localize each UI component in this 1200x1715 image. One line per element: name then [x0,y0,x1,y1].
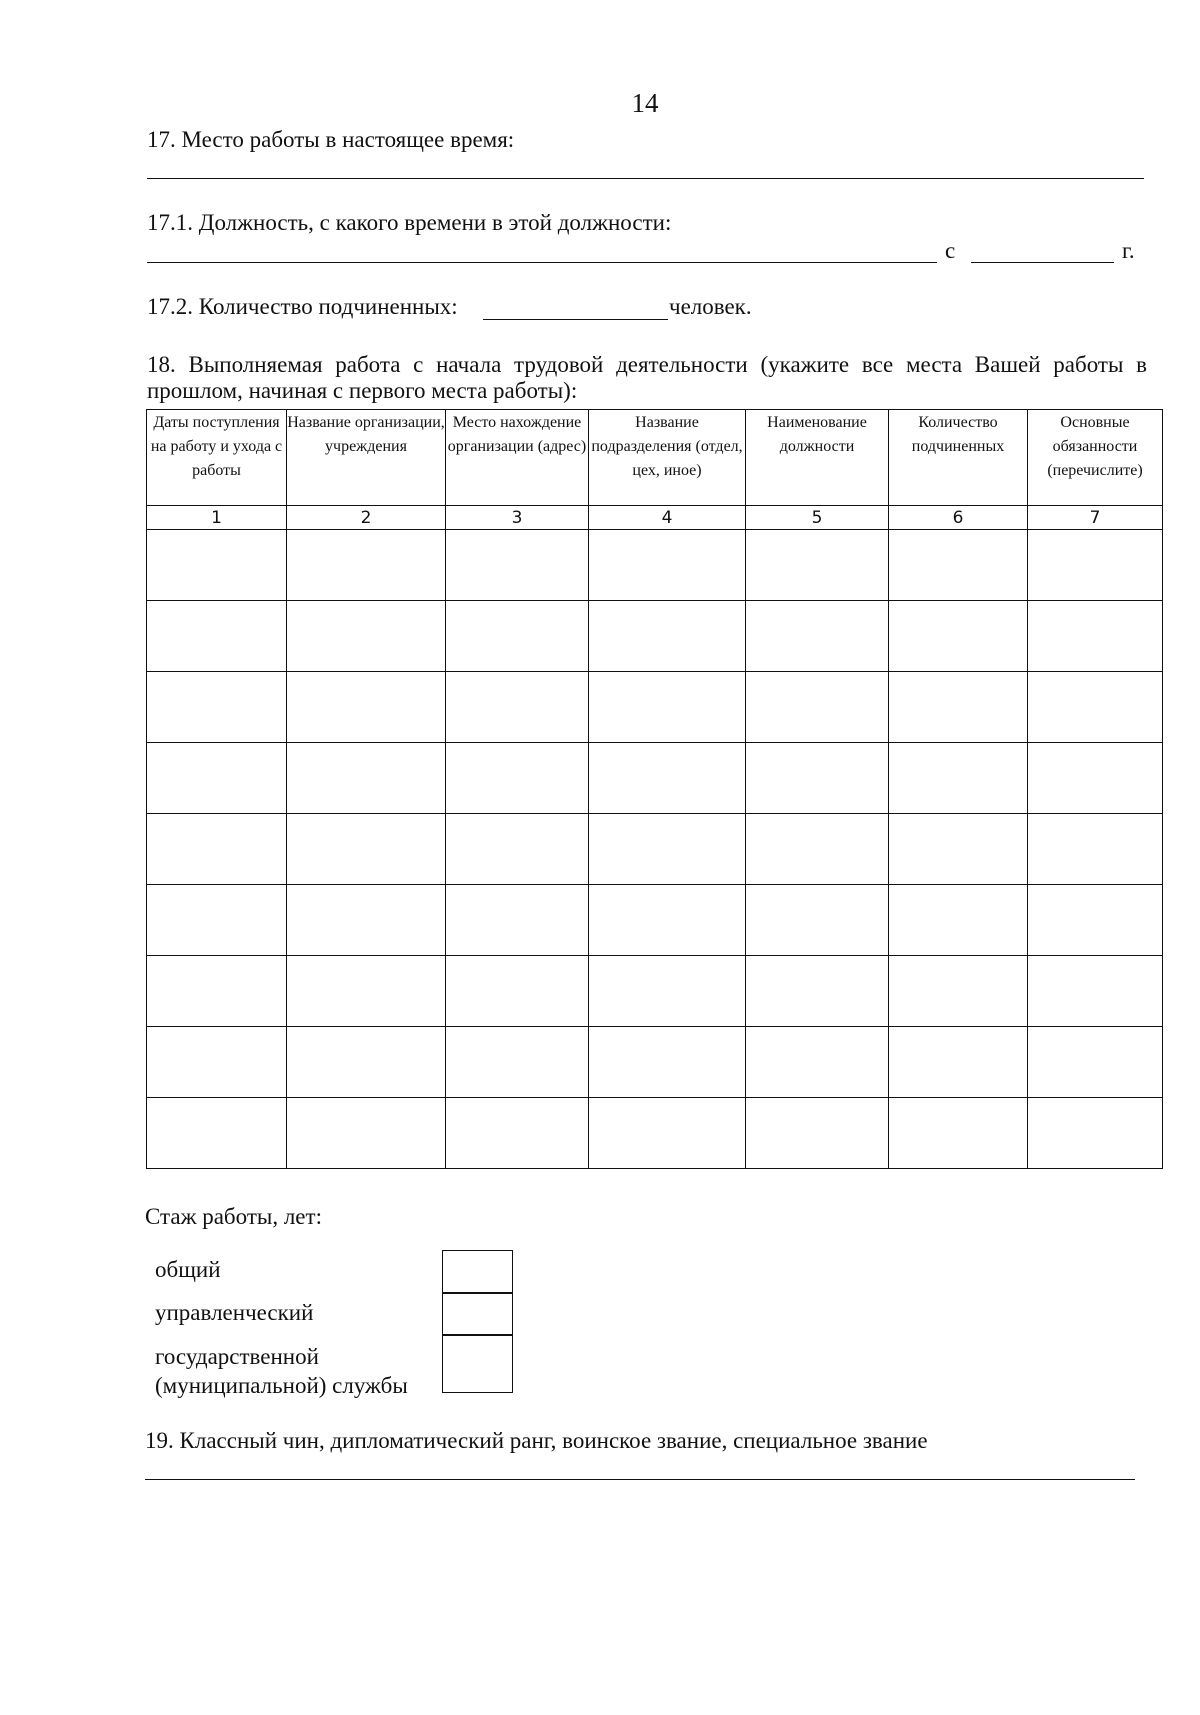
table-cell[interactable] [1028,672,1163,743]
header-dates: Даты поступления на работу и ухода с работы [147,410,287,506]
table-cell[interactable] [889,956,1028,1027]
table-cell[interactable] [1028,885,1163,956]
table-cell[interactable] [889,672,1028,743]
table-cell[interactable] [889,601,1028,672]
table-cell[interactable] [746,601,889,672]
table-cell[interactable] [1028,530,1163,601]
table-row [147,814,1163,885]
stazh-title: Стаж работы, лет: [145,1204,322,1229]
stazh-state-box[interactable] [442,1334,513,1393]
table-cell[interactable] [1028,743,1163,814]
table-cell[interactable] [589,672,746,743]
table-cell[interactable] [287,530,446,601]
table-row [147,601,1163,672]
table-cell[interactable] [589,814,746,885]
table-cell[interactable] [746,1027,889,1098]
table-cell[interactable] [1028,956,1163,1027]
table-cell[interactable] [287,814,446,885]
section-19-answer-line[interactable] [145,1479,1135,1480]
section-18-line-1: 18. Выполняемая работа с начала трудовой деятельности (укажите все места Вашей работы в [147,352,1147,377]
column-number: 5 [746,506,889,530]
table-cell[interactable] [446,601,589,672]
table-cell[interactable] [147,672,287,743]
table-cell[interactable] [446,672,589,743]
table-cell[interactable] [746,885,889,956]
column-number: 7 [1028,506,1163,530]
table-cell[interactable] [589,530,746,601]
table-cell[interactable] [446,743,589,814]
section-17-label: 17. Место работы в настоящее время: [147,127,515,152]
table-row [147,956,1163,1027]
table-cell[interactable] [889,1027,1028,1098]
table-cell[interactable] [746,1098,889,1169]
table-cell[interactable] [1028,1098,1163,1169]
table-cell[interactable] [446,814,589,885]
section-17-1-label: 17.1. Должность, с какого времени в этой должности: [147,210,672,235]
table-cell[interactable] [889,530,1028,601]
table-cell[interactable] [746,743,889,814]
position-answer-line[interactable] [147,262,937,263]
table-cell[interactable] [589,956,746,1027]
year-suffix: г. [1122,238,1135,263]
table-cell[interactable] [889,743,1028,814]
header-subordinates: Количество подчиненных [889,410,1028,506]
table-cell[interactable] [746,672,889,743]
stazh-state-label-line2: (муниципальной) службы [155,1373,408,1398]
table-row [147,743,1163,814]
table-cell[interactable] [147,814,287,885]
table-cell[interactable] [287,956,446,1027]
table-cell[interactable] [1028,1027,1163,1098]
stazh-general-label: общий [155,1257,221,1282]
section-17-answer-line[interactable] [147,178,1144,179]
table-cell[interactable] [746,530,889,601]
subordinates-count-line[interactable] [483,319,668,320]
table-cell[interactable] [147,885,287,956]
table-cell[interactable] [147,1027,287,1098]
column-number: 3 [446,506,589,530]
table-cell[interactable] [589,743,746,814]
table-row [147,885,1163,956]
section-19-label: 19. Классный чин, дипломатический ранг, воинское звание, специальное звание [145,1428,928,1453]
table-cell[interactable] [589,1027,746,1098]
column-number: 1 [147,506,287,530]
table-cell[interactable] [1028,601,1163,672]
table-cell[interactable] [287,1027,446,1098]
column-number: 6 [889,506,1028,530]
table-header-row [147,410,1163,506]
table-cell[interactable] [147,601,287,672]
table-cell[interactable] [446,885,589,956]
since-prefix: с [945,238,956,263]
table-row [147,672,1163,743]
since-year-line[interactable] [971,262,1114,263]
table-cell[interactable] [287,1098,446,1169]
column-number: 4 [589,506,746,530]
table-cell[interactable] [1028,814,1163,885]
table-cell[interactable] [589,1098,746,1169]
subordinates-suffix: человек. [669,294,752,319]
table-cell[interactable] [446,1098,589,1169]
header-position: Наименование должности [746,410,889,506]
table-cell[interactable] [147,956,287,1027]
table-cell[interactable] [889,885,1028,956]
table-cell[interactable] [446,956,589,1027]
header-location: Место нахождение организации (адрес) [446,410,589,506]
table-cell[interactable] [589,601,746,672]
header-department: Название подразделения (отдел, цех, иное) [589,410,746,506]
table-cell[interactable] [589,885,746,956]
table-cell[interactable] [147,530,287,601]
table-cell[interactable] [287,743,446,814]
stazh-managerial-label: управленческий [155,1300,314,1325]
table-cell[interactable] [446,1027,589,1098]
work-history-table [146,409,1163,1169]
table-cell[interactable] [446,530,589,601]
stazh-managerial-box[interactable] [442,1292,513,1336]
table-cell[interactable] [746,814,889,885]
table-cell[interactable] [147,1098,287,1169]
stazh-general-box[interactable] [442,1250,513,1294]
table-row [147,1027,1163,1098]
section-17-2-label: 17.2. Количество подчиненных: [147,294,458,319]
table-row [147,530,1163,601]
table-cell[interactable] [746,956,889,1027]
header-duties: Основные обязанности (перечислите) [1028,410,1163,506]
column-number: 2 [287,506,446,530]
header-organization: Название организации, учреждения [287,410,446,506]
table-cell[interactable] [287,885,446,956]
table-row [147,1098,1163,1169]
table-cell[interactable] [287,601,446,672]
page-number: 14 [631,88,659,118]
section-18-line-2: прошлом, начиная с первого места работы): [147,378,578,403]
table-cell[interactable] [147,743,287,814]
table-cell[interactable] [889,1098,1028,1169]
table-cell[interactable] [287,672,446,743]
table-cell[interactable] [889,814,1028,885]
table-number-row [147,506,1163,530]
stazh-state-label-line1: государственной [155,1344,319,1369]
